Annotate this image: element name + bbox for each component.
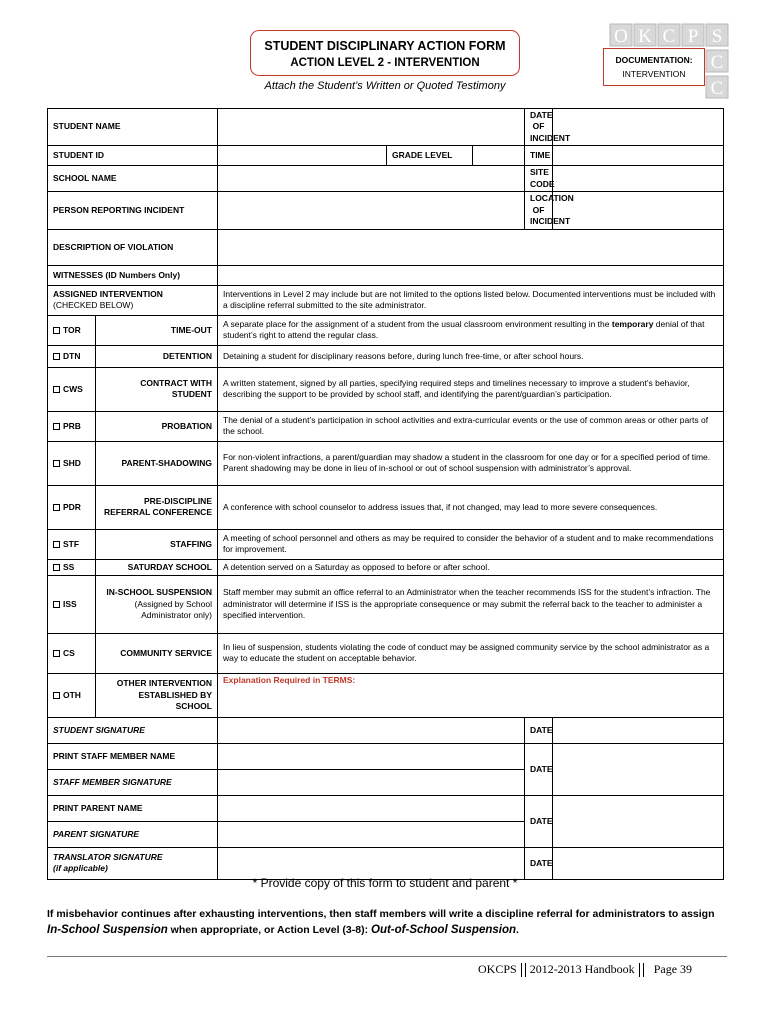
translator-signature-label: TRANSLATOR SIGNATURE xyxy=(53,851,163,862)
description-label: DESCRIPTION OF VIOLATION xyxy=(48,229,218,265)
intervention-desc: A meeting of school personnel and others as may be required to consider the behavior of a student and to make recommendations for improvement. xyxy=(218,529,724,559)
intervention-desc: Detaining a student for disciplinary reasons before, during lunch free-time, or after school hours. xyxy=(218,345,724,367)
checkbox-icon xyxy=(53,541,60,548)
intervention-desc: In lieu of suspension, students violating the code of conduct may be assigned community service by the school administrator as a way to educate the student on acceptable behavior. xyxy=(218,633,724,673)
intervention-row xyxy=(48,345,724,367)
row-description xyxy=(48,229,724,265)
checkbox-icon xyxy=(53,423,60,430)
site-code-label: SITE CODE xyxy=(525,166,553,192)
intervention-desc: For non-violent infractions, a parent/guardian may shadow a student in the classroom for one day or for a specified period of time. Parent shadowing may be done in lieu of in-school or out of school suspension with administrator’s approval. xyxy=(218,441,724,485)
assigned-intervention-cell xyxy=(48,285,218,315)
row-translator-signature xyxy=(48,847,724,879)
time-label: TIME xyxy=(525,146,553,166)
parent-signature-field[interactable] xyxy=(218,821,525,847)
intervention-desc: The denial of a student’s participation in school activities and extra-curricular events or the use of common areas or other parts of the school. xyxy=(218,411,724,441)
location-of-incident-field[interactable] xyxy=(553,192,724,229)
person-reporting-label: PERSON REPORTING INCIDENT xyxy=(48,192,218,229)
print-staff-field[interactable] xyxy=(218,743,525,769)
footer-separator xyxy=(639,963,644,977)
intervention-name: TIME-OUT xyxy=(96,315,218,345)
row-print-parent xyxy=(48,795,724,821)
school-name-label: SCHOOL NAME xyxy=(48,166,218,192)
intervention-desc: A detention served on a Saturday as opposed to before or after school. xyxy=(218,559,724,575)
intervention-name: STAFFING xyxy=(96,529,218,559)
footer-page: Page 39 xyxy=(653,962,693,976)
form-title-box xyxy=(250,30,520,76)
if-applicable-label: (if applicable) xyxy=(53,863,108,874)
documentation-value: INTERVENTION xyxy=(622,69,686,79)
row-print-staff xyxy=(48,743,724,769)
print-parent-field[interactable] xyxy=(218,795,525,821)
staff-signature-label: STAFF MEMBER SIGNATURE xyxy=(48,769,218,795)
svg-text:P: P xyxy=(687,26,699,47)
student-id-field[interactable] xyxy=(218,146,387,166)
intervention-row xyxy=(48,559,724,575)
footer-handbook: 2012-2013 Handbook xyxy=(529,962,635,976)
date-of-incident-label: DATE OF INCIDENT xyxy=(525,109,553,146)
date-label: DATE xyxy=(525,847,553,879)
iss-emphasis: In-School Suspension xyxy=(47,924,168,937)
witnesses-field[interactable] xyxy=(218,265,724,285)
row-student-name xyxy=(48,109,724,146)
intervention-name: PARENT-SHADOWING xyxy=(96,441,218,485)
form-subtitle: ACTION LEVEL 2 - INTERVENTION xyxy=(290,57,480,69)
row-assigned-intervention xyxy=(48,285,724,315)
time-field[interactable] xyxy=(553,146,724,166)
intervention-desc[interactable] xyxy=(218,673,724,717)
staff-date-field[interactable] xyxy=(553,743,724,795)
intervention-row xyxy=(48,315,724,345)
checkbox-cws[interactable]: CWS xyxy=(48,367,96,411)
documentation-label: DOCUMENTATION: xyxy=(615,55,693,65)
intervention-name: COMMUNITY SERVICE xyxy=(96,633,218,673)
footer-org: OKCPS xyxy=(478,962,517,976)
checkbox-icon xyxy=(53,353,60,360)
intervention-name: PROBATION xyxy=(96,411,218,441)
student-signature-field[interactable] xyxy=(218,717,525,743)
row-witnesses xyxy=(48,265,724,285)
provide-copy-note: * Provide copy of this form to student and parent * xyxy=(252,876,518,890)
row-school-name xyxy=(48,166,724,192)
svg-text:C: C xyxy=(662,26,676,47)
row-student-signature xyxy=(48,717,724,743)
student-name-field[interactable] xyxy=(218,109,525,146)
intervention-row xyxy=(48,367,724,411)
parent-date-field[interactable] xyxy=(553,795,724,847)
checkbox-cs[interactable]: CS xyxy=(48,633,96,673)
row-student-id xyxy=(48,146,724,166)
checkbox-pdr[interactable]: PDR xyxy=(48,485,96,529)
intervention-name: DETENTION xyxy=(96,345,218,367)
intervention-row xyxy=(48,441,724,485)
intervention-name-note: (Assigned by School Administrator only) xyxy=(134,598,212,621)
intervention-intro: Interventions in Level 2 may include but are not limited to the options listed below. Documented interventions must be included with a discipline referral submitted to the site administrator. xyxy=(218,285,724,315)
explanation-required: Explanation Required in TERMS: xyxy=(223,674,356,685)
intervention-name: OTHER INTERVENTION ESTABLISHED BY SCHOOL xyxy=(96,673,218,717)
svg-text:C: C xyxy=(710,52,724,73)
checkbox-dtn[interactable]: DTN xyxy=(48,345,96,367)
intervention-name: SATURDAY SCHOOL xyxy=(96,559,218,575)
checkbox-prb[interactable]: PRB xyxy=(48,411,96,441)
footer-divider xyxy=(47,956,727,957)
grade-level-field[interactable] xyxy=(473,146,525,166)
disciplinary-form-table xyxy=(47,108,724,880)
intervention-name: CONTRACT WITH STUDENT xyxy=(96,367,218,411)
checkbox-icon xyxy=(53,692,60,699)
date-label: DATE xyxy=(525,743,553,795)
student-signature-label: STUDENT SIGNATURE xyxy=(48,717,218,743)
checkbox-shd[interactable]: SHD xyxy=(48,441,96,485)
date-label: DATE xyxy=(525,795,553,847)
person-reporting-field[interactable] xyxy=(218,192,525,229)
row-person-reporting xyxy=(48,192,724,229)
svg-text:S: S xyxy=(711,26,723,47)
intervention-name: IN-SCHOOL SUSPENSION xyxy=(106,587,212,598)
checked-below-label: (CHECKED BELOW) xyxy=(53,300,134,311)
location-of-incident-label: LOCATION OF INCIDENT xyxy=(525,192,553,229)
student-name-label: STUDENT NAME xyxy=(48,109,218,146)
checkbox-icon xyxy=(53,601,60,608)
student-date-field[interactable] xyxy=(553,717,724,743)
attach-note: Attach the Student’s Written or Quoted Testimony xyxy=(264,80,506,92)
checkbox-icon xyxy=(53,327,60,334)
documentation-box xyxy=(603,48,705,86)
translator-date-field[interactable] xyxy=(553,847,724,879)
oss-emphasis: Out-of-School Suspension xyxy=(371,924,517,937)
intervention-row xyxy=(48,673,724,717)
staff-signature-field[interactable] xyxy=(218,769,525,795)
description-field[interactable] xyxy=(218,229,724,265)
intervention-row xyxy=(48,529,724,559)
translator-signature-field[interactable] xyxy=(218,847,525,879)
parent-signature-label: PARENT SIGNATURE xyxy=(48,821,218,847)
intervention-row xyxy=(48,633,724,673)
escalation-note: If misbehavior continues after exhausting interventions, then staff members will write a discipline referral for administrators to assign In-School Suspension when appropriate, or Action Level (3-8): Out-of-School Suspension. xyxy=(47,908,715,937)
intervention-row xyxy=(48,411,724,441)
date-of-incident-field[interactable] xyxy=(553,109,724,146)
intervention-desc: A written statement, signed by all parties, specifying required steps and timelines necessary to improve a student’s behavior, describing the support to be provided by school staff, and identifying the parent/guardian’s participation. xyxy=(218,367,724,411)
site-code-field[interactable] xyxy=(553,166,724,192)
svg-text:O: O xyxy=(614,26,628,47)
checkbox-icon xyxy=(53,564,60,571)
intervention-name-cell xyxy=(96,575,218,633)
checkbox-icon xyxy=(53,460,60,467)
intervention-desc: A separate place for the assignment of a student from the usual classroom environment resulting in the temporary denial of that student’s right to attend the regular class. xyxy=(218,315,724,345)
intervention-desc: Staff member may submit an office referral to an Administrator when the teacher recommends ISS for the student’s infraction. The administrator will determine if ISS is the appropriate consequence or may submit the referral back to the teacher to administer a specified intervention. xyxy=(218,575,724,633)
print-parent-label: PRINT PARENT NAME xyxy=(48,795,218,821)
checkbox-ss[interactable]: SS xyxy=(48,559,96,575)
intervention-row xyxy=(48,575,724,633)
intervention-desc: A conference with school counselor to address issues that, if not changed, may lead to more severe consequences. xyxy=(218,485,724,529)
svg-text:K: K xyxy=(638,26,652,47)
checkbox-oth[interactable]: OTH xyxy=(48,673,96,717)
intervention-row xyxy=(48,485,724,529)
page-footer xyxy=(478,962,692,977)
checkbox-icon xyxy=(53,650,60,657)
svg-text:C: C xyxy=(710,78,724,99)
translator-signature-cell xyxy=(48,847,218,879)
date-label: DATE xyxy=(525,717,553,743)
checkbox-tor[interactable]: TOR xyxy=(48,315,96,345)
witnesses-label: WITNESSES (ID Numbers Only) xyxy=(48,265,218,285)
footer-separator xyxy=(521,963,526,977)
checkbox-icon xyxy=(53,386,60,393)
assigned-intervention-label: ASSIGNED INTERVENTION xyxy=(53,288,163,299)
intervention-name: PRE-DISCIPLINE REFERRAL CONFERENCE xyxy=(96,485,218,529)
student-id-label: STUDENT ID xyxy=(48,146,218,166)
checkbox-icon xyxy=(53,504,60,511)
print-staff-label: PRINT STAFF MEMBER NAME xyxy=(48,743,218,769)
checkbox-stf[interactable]: STF xyxy=(48,529,96,559)
grade-level-label: GRADE LEVEL xyxy=(387,146,473,166)
school-name-field[interactable] xyxy=(218,166,525,192)
checkbox-iss[interactable]: ISS xyxy=(48,575,96,633)
form-title: STUDENT DISCIPLINARY ACTION FORM xyxy=(264,39,506,53)
